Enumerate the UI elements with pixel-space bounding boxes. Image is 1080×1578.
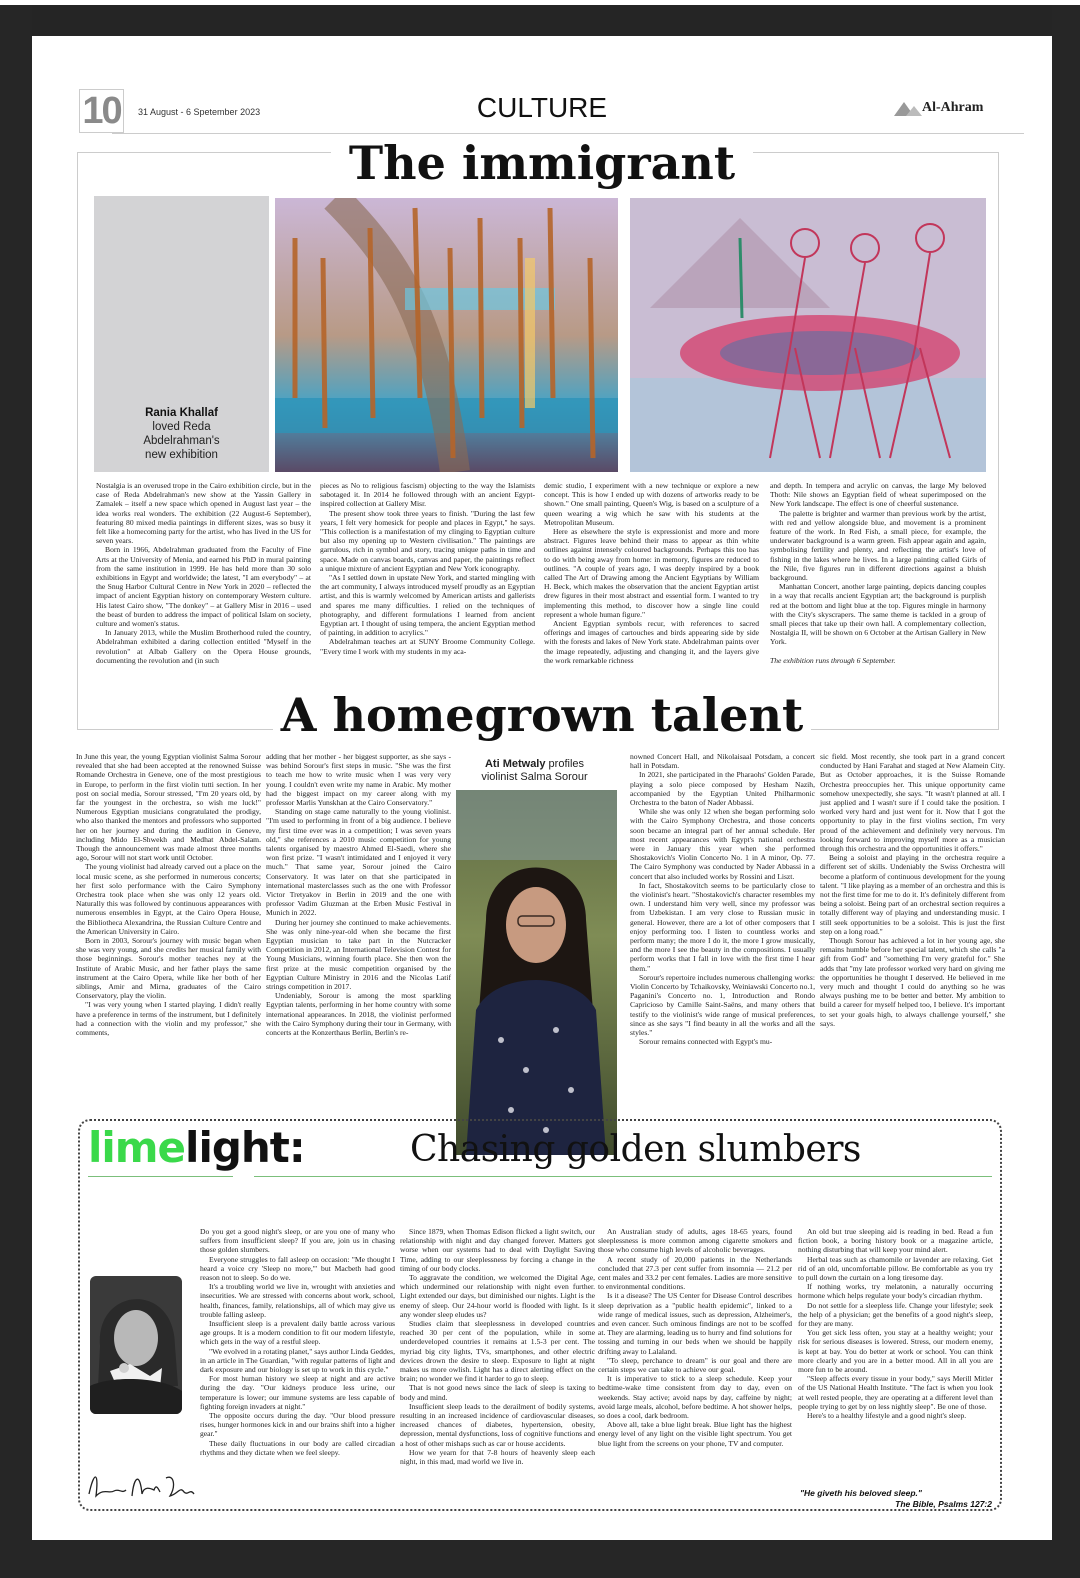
limelight-rule-left (88, 1176, 233, 1177)
figures-fish-painting-image (630, 198, 986, 472)
paragraph: sic field. Most recently, she took part in a grand concert conducted by Hani Farahat and staged at New Alamein City. But as October approaches, it is the Suisse Romande Orchestra preoccupies her. This unique opportunity came somehow unexpectedly, she says. "It wasn't planned at all. I just applied and I wasn't sure if I could take the position. I worked very hard and just went for it. Now that I got the opportunity to play in the first violins section, I'm very proud of the achievement and definitely very nervous. I'm looking forward to improving myself more as a musician through this orchestra and the opportunities it offers." (820, 752, 1005, 854)
header-divider (112, 133, 1024, 134)
paragraph: In fact, Shostakovitch seems to be particularly close to the violinist's heart. "Shostakovich's character resembles my own. I understand him very well, since my professor was from Uzbekistan. I am very close to Russian music in general. However, there are a lot of other composers that I enjoy performing too. I listen to countless works and perform many; the more I do it, the more I grow musically, and the more I see the beauty in the compositions. I usually perform works that I fall in love with the first time I hear them." (630, 880, 815, 973)
wheat-painting-svg (275, 198, 618, 472)
quote-text: "He giveth his beloved sleep." (800, 1488, 922, 1498)
talent-headline (32, 688, 1052, 742)
paragraph: The young violinist had already carved out a place on the local music scene, as she performed in numerous concerts; her first solo performance with the Cairo Symphony Orchestra took place when she was only 12 years old. Naturally this was followed by continuous appearances with numerous ensembles in Egypt, at the Cairo Opera House, the Bibliotheca Alexandrina, the Russian Culture Centre and the American University in Cairo. (76, 862, 261, 936)
paragraph: While she was only 12 when she began performing solo with the Cairo Symphony Orchestra, and those concerts soon became an integral part of her annual schedule. Her most recent appearances with Egypt's national orchestra were in January this year when she performed Shostakovich's Violin Concerto No. 1 in A minor, Op. 77. The Cairo Symphony was conducted by Nader Abbassi in a concert that also included works by Rossini and Liszt. (630, 807, 815, 881)
immigrant-headline (32, 136, 1052, 190)
talent-column-2 (266, 752, 451, 1037)
paragraph: Born in 1966, Abdelrahman graduated from the Faculty of Fine Arts at the University of Menia, and earned his PhD in mural painting from the same institution in 1999. He has held more than 30 solo exhibitions in Egypt and worldwide; the latest, "I am everybody" – at the Snug Harbor Cultural Centre in New York in 2020 – reflected the impact of ancient Egyptian history on contemporary Western culture. His latest Cairo show, "The donkey" – at Gallery Misr in 2016 – used the beast of burden to address the impact of political Islam on society, culture and women's status. (96, 545, 311, 629)
newspaper-page (32, 36, 1052, 1540)
paragraph: In 2021, she participated in the Pharaohs' Golden Parade, playing a solo piece composed by Hesham Nazih, accompanied by the Egyptian United Philharmonic Orchestra to the baton of Nader Abbassi. (630, 770, 815, 808)
paragraph: Here as elsewhere the style is expressionist and more and more abstract. Figures leave behind their mass to appear as thin white outlines against intensely coloured backgrounds. Perhaps this too has to do with being away from home: in memory, figures are reduced to outlines. "A couple of years ago, I was deeply inspired by a book called The Art of Drawing among the Ancient Egyptians by William H. Beck, which makes the observation that the ancient Egyptian artist drew figures in their most abstract and essential form. I wanted to try implementing this method, to discover how a single line could represent a whole human figure." (544, 527, 759, 619)
paragraph: Born in 2003, Sorour's journey with music began when she was very young, and she credits her musical family with those beginnings. Sorour's mother teaches ney at the Institute of Arabic Music, and her father plays the same instrument at the Cairo Opera, while like her both of her siblings, Amir and Mirna, graduates of the Cairo Conservatory, play the violin. (76, 936, 261, 1001)
paragraph: "To sleep, perchance to dream" is our goal and there are certain steps we can take to achieve our goal. (598, 1355, 792, 1375)
paragraph: Do you get a good night's sleep, or are you one of many who suffers from insufficient sleep? If you are, join us in chasing those golden slumbers. (200, 1227, 395, 1255)
paragraph: Everyone struggles to fall asleep on occasion: "Me thought I heard a voice cry 'Sleep no more,'" but Macbeth had good reason not to sleep. So do we. (200, 1254, 395, 1283)
paragraph: pieces as No to religious fascism) objecting to the way the Islamists sabotaged it. In 2014 he followed through with an ancient Egypt-inspired collection at Gallery Misr. (320, 481, 535, 509)
paragraph: The present show took three years to finish. "During the last few years, I felt very homesick for people and places in Egypt," he says. "This collection is a manifestation of my clinging to Egyptian culture but also my opening up to Western civilisation." The paintings are garrulous, rich in symbol and story, tracing unique paths in time and space. Made on canvas boards, canvas and paper, the paintings reflect a unique mixture of ancient Egyptian and New York iconography. (320, 508, 535, 573)
paragraph: How we yearn for that 7-8 hours of heavenly sleep each night, in this mad, mad world we live in. (400, 1447, 595, 1467)
paragraph: In January 2013, while the Muslim Brotherhood ruled the country, Abdelrahman exhibited a daring collection entitled "Myself in the revolution" at Albab Gallery on the Opera House grounds, documenting the revolution and (in such (96, 628, 311, 665)
immigrant-column-1 (96, 481, 311, 665)
talent-headline-text: A homegrown talent (273, 688, 811, 742)
limelight-column-2 (400, 1227, 595, 1466)
paragraph: Nostalgia is an overused trope in the Cairo exhibition circle, but in the case of Reda Abdelrahman's new show at the Yassin Gallery in Zamalek – itself a new space which opened in August last year – the idea works real wonders. The exhibition (22 August-6 September), featuring 80 mixed media paintings in different sizes, was so busy it felt like a homecoming party for the artist, who has lived in the US for seven years. (96, 481, 311, 546)
viewer-toolbar (32, 5, 1052, 35)
paragraph: An Australian study of adults, ages 18-65 years, found sleeplessness is more common among cigarette smokers and those who consume high levels of alcoholic beverages. (598, 1227, 792, 1255)
paragraph: Herbal teas such as chamomile or lavender are relaxing. Get rid of an old, uncomfortable pillow. Be comfortable as you try to pull down the curtain on a long tiresome day. (798, 1254, 993, 1283)
paragraph: Manhattan Concert, another large painting, depicts dancing couples in a way that recalls ancient Egyptian art; the background is purplish red at the bottom and light blue at the top. Figures mingle in harmony with the City's skyscrapers. The same theme is tackled in a group of small pieces that take up their own hall. A complementary collection, Nostalgia II, will be shown on 6 October at the Artisan Gallery in New York. (770, 582, 986, 647)
paragraph: "I was very young when I started playing. I didn't really have a preference in terms of the instrument, but I definitely had a connection with the violin and my professor," she comments, (76, 1000, 261, 1038)
paragraph: Sorour remains connected with Egypt's mu- (639, 1037, 773, 1047)
immigrant-byline (94, 406, 269, 462)
paragraph: and depth. In tempera and acrylic on canvas, the large My beloved Thoth: Nile shows an Egyptian field of wheat superimposed on the New York landscape. The effect is one of cheerful sustenance. (770, 481, 986, 509)
paragraph: Ancient Egyptian symbols recur, with references to sacred offerings and images of cartouches and birds appearing side by side with the forests and lakes of New York state. Abdelrahman paints over the image repeatedly, adjusting and changing it, and the layers give the work remarkable richness (544, 619, 759, 665)
limelight-column-4 (798, 1227, 993, 1420)
paragraph: Here's to a healthy lifestyle and a good night's sleep. (807, 1411, 967, 1421)
section-title: CULTURE (476, 92, 608, 123)
salma-sorour-photo (456, 790, 617, 1155)
exhibition-footnote: The exhibition runs through 6 September. (770, 655, 896, 665)
limelight-column-3 (598, 1227, 792, 1448)
paragraph: Undeniably, Sorour is among the most sparkling Egyptian talents, performing in her home country with some international appearances. In 2018, the violinist performed with the Cairo Symphony during their tour in Germany, with concerts at the Konzerthaus Berlin, Berlin's re- (266, 991, 451, 1038)
paragraph: Studies claim that sleeplessness in developed countries reached 30 per cent of the population, while in some underdeveloped countries it remains at 1.5-3 per cent. The myriad big city lights, TVs, smartphones, and other electric devices drown the desire to sleep. Exposure to light at night makes us more owlish. Light has a direct alerting effect on the brain; no wonder we find it harder to go to sleep. (400, 1319, 595, 1384)
paragraph: If nothing works, try melatonin, a naturally occurring hormone which helps regulate your body's circadian rhythm. (798, 1282, 993, 1301)
paragraph: A recent study of 20,000 patients in the Netherlands concluded that 27.3 per cent suffer from insomnia — 21.2 per cent males and 33.2 per cent females. Ladies are more sensitive to environmental conditions. (598, 1254, 792, 1292)
paragraph: The opposite occurs during the day. "Our blood pressure rises, hunger hormones kick in and our brains shift into a higher gear." (200, 1411, 395, 1439)
talent-column-1 (76, 752, 261, 1037)
paragraph: It's a troubling world we live in, wrought with anxieties and insecurities. We are stressed with concerns about work, school, health, finances, family, relationships, all of which may give us trouble falling asleep. (200, 1282, 395, 1319)
immigrant-column-4 (770, 481, 986, 665)
immigrant-column-2 (320, 481, 535, 656)
columnist-signature (84, 1466, 199, 1506)
talent-column-3 (630, 752, 815, 1047)
paragraph: That is not good news since the lack of sleep is taxing to body and mind. (400, 1383, 595, 1402)
paragraph: Standing on stage came naturally to the young violinist. "I'm used to performing in front of a big audience. I believe my first time ever was in a competition; I was seven years old," she references a 2010 music competition for young talents organised by maestro Ahmed El-Saedi, where she won first prize. "I wasn't intimidated and I enjoyed it very much." That same year, Sorour joined the Cairo Conservatory. It was later on that she participated in international masterclasses such as the one with Professor Victor Tretyakov in Berlin in 2019 and the one with professor Vadim Gluzman at the Erben Music Festival in Munich in 2022. (266, 807, 451, 918)
byline-author: Ati Metwaly (484, 758, 546, 770)
byline-description: loved Reda Abdelrahman's new exhibition (143, 421, 220, 461)
paragraph: adding that her mother - her biggest supporter, as she says - was behind Sorour's first steps in music. "She was the first to teach me how to write music when I was very very young. I couldn't even write my name in Arabic. My mother had the biggest impact on my career along with my professor Marlis Yunskhan at the Cairo Conservatory." (266, 752, 451, 808)
signature-svg (84, 1466, 199, 1506)
viewer-bottom-area (0, 1540, 1080, 1578)
limelight-rule-right (254, 1176, 992, 1177)
paragraph: demic studio, I experiment with a new technique or explore a new concept. This is how I ended up with dozens of artworks ready to be shown." One small painting, Queen's Wig, is based on a sculpture of a queen wearing a wig which he saw with his students at the Metropolitan Museum. (544, 481, 759, 527)
paragraph: You get sick less often, you stay at a healthy weight; your risk for serious diseases is lowered. Stress, our modern enemy, is kept at bay. You do better at work or school. You can think more clearly and you are in a better mood. All in all you are more fun to be around. (798, 1328, 993, 1375)
byline-subject: violinist Salma Sorour (481, 771, 588, 783)
page-number: 10 (79, 89, 124, 133)
paragraph: The palette is brighter and warmer than previous work by the artist, with red and yellow alongside blue, and movement is a prominent feature of the work. In Red Fish, a small piece, for example, the underwater background is a warm green. Fish appear again and again, symbolising fertility and plenty, and reflecting the artist's love of fishing in the lakes where he lives. In a large painting called Girls of the Nile, five figures run in different directions against a bluish background. (770, 508, 986, 583)
paragraph: In June this year, the young Egyptian violinist Salma Sorour revealed that she had been accepted at the renowned Suisse Romande Orchestra in Geneve, one of the most prestigious in Europe, to perform in the first violin tutti section. In her post on social media, Sorour stressed, "I'm 20 years old, by far the youngest in the orchestra, so wish me luck!" Numerous Egyptian musicians congratulated the prodigy, who also thanked the mentors and professors who supported her on her journey and during the audition in Geneve, including Mido El-Shwekh and Medhat Abdel-Salam. Though the announcement was made almost three months ago, Sorour will not start work until October. (76, 752, 261, 863)
al-ahram-logo (894, 98, 999, 120)
limelight-label-black: light: (185, 1123, 305, 1172)
paragraph: Is it a disease? The US Center for Disease Control describes sleep deprivation as a "public health epidemic", linked to a wide range of medical issues, such as depression, Alzheimer's, and even cancer. Such ominous findings are not to be scoffed at. They are alarming, leading us to hurry and find solutions for tossing and turning in our beds when we should be happily drifting away to Lalaland. (598, 1291, 792, 1356)
paragraph: Sorour's repertoire includes numerous challenging works: Violin Concerto by Tchaikovsky, Weiniawski Concerto no.1, Paganini's Concerto no. 1, Introduction and Rondo Capricioso by Camille Saint-Saëns, and many others that testify to the violinist's wide range of musical preferences, since as she says "I find beauty in all the works and all the styles." (630, 972, 815, 1038)
byline-author: Rania Khallaf (145, 407, 218, 419)
issue-date: 31 August - 6 Spetember 2023 (138, 107, 261, 117)
paragraph: To aggravate the condition, we welcomed the Digital Age, which undermined our relationship with night even further. Light extended our days, but diminished our nights. Light is the enemy of sleep. Our 24-hour world is flooded with light. Is it any wonder sleep eludes us? (400, 1273, 595, 1319)
paragraph: Above all, take a blue light break. Blue light has the highest energy level of any light on the visible light spectrum. You get blue light from the screens on your phone, TV and computer. (598, 1420, 792, 1448)
quote-source: The Bible, Psalms 127:2 (895, 1499, 992, 1509)
portrait-photo-svg (456, 790, 617, 1155)
paragraph: For most human history we sleep at night and are active during the day. "Our kidneys produce less urine, our temperature is lower; our immune systems are less capable of fighting foreign invaders at night." (200, 1374, 395, 1411)
paragraph: Do not settle for a sleepless life. Change your lifestyle; seek the help of a physician; get the benefits of a good night's sleep, for they are many. (798, 1300, 993, 1329)
paragraph: An old but true sleeping aid is reading in bed. Read a fun fiction book, a boring history book or a magazine article, nothing disturbing that will keep your mind alert. (798, 1227, 993, 1255)
byline-verb: profiles (548, 758, 585, 770)
talent-byline (442, 758, 627, 784)
paragraph: "We evolved in a rotating planet," says author Linda Geddes, in an article in The Guardian, "with regular patterns of light and dark exposure and our biology is set up to work in this cycle." (200, 1346, 395, 1375)
figures-painting-svg (630, 198, 986, 472)
bible-quote (800, 1488, 992, 1510)
paragraph: Insufficient sleep is a prevalent daily battle across various age groups. It is a modern condition to fit our modern lifestyle, which gets in the way of a restful sleep. (200, 1319, 395, 1347)
paragraph: Insufficient sleep leads to the derailment of bodily systems, resulting in an increased incidence of cardiovascular diseases, increased chances of diabetes, hypertension, obesity, depression, mental dysfunctions, loss of cognitive functions and a host of other mishaps such as car or house accidents. (400, 1401, 595, 1448)
paragraph: Though Sorour has achieved a lot in her young age, she remains humble before her special talent, which she calls "a gift from God" and "something I'm very grateful for." She adds that "my late professor worked very hard on giving me the opportunities he thought I deserved. He believed in me very much and thought I could do anything so he was always pushing me to be better and better. My ambition to build a career for myself helped too, I believe. It's important to set your goals high, to always challenge yourself," she says. (820, 936, 1005, 1028)
wheat-painting-image (275, 198, 618, 472)
paragraph: During her journey she continued to make achievements. She was only nine-year-old when she became the first Egyptian musician to take part in the Nutcracker Competition in 2012, an International Television Contest for Young Musicians, winning fourth place. She then won the first prize at the music competition organised by the Egyptian Culture Ministry in 2016 and the Nicolas Latif strings competition in 2017. (266, 917, 451, 992)
paragraph: Abdelrahman teaches art at SUNY Broome Community College. "Every time I work with my students in my aca- (320, 637, 535, 656)
paragraph: These daily fluctuations in our body are called circadian rhythms and they dictate when we feel sleepy. (200, 1438, 395, 1457)
paragraph: Since 1879, when Thomas Edison flicked a light switch, our relationship with night and day changed forever. Matters got worse when our systems had to deal with Daylight Saving Time, adding to our sleeplessness by forcing a change in the timing of our body clocks. (400, 1227, 595, 1273)
columnist-portrait-svg (90, 1276, 182, 1414)
limelight-column-1 (200, 1227, 395, 1457)
limelight-label-green: lime (88, 1123, 186, 1172)
paragraph: "As I settled down in upstate New York, and started mingling with the art community, I always introduced myself proudly as an Egyptian artist, and this is warmly welcomed by American artists and gallerists and spares me many difficulties. I relied on the techniques of photography, and different formulations I learned from ancient Egyptian art. I thought of using tempera, the ancient Egyptian method of painting, in addition to acrylics." (320, 573, 535, 638)
talent-column-4 (820, 752, 1005, 1028)
paragraph: nowned Concert Hall, and Nikolaisaal Potsdam, a concert hall in Potsdam. (630, 752, 815, 771)
logo-text: Al-Ahram (922, 100, 984, 115)
immigrant-column-3 (544, 481, 759, 665)
limelight-headline: Chasing golden slumbers (410, 1129, 861, 1170)
columnist-portrait (90, 1276, 182, 1414)
pyramid-icon-small (906, 106, 922, 116)
paragraph: "Sleep affects every tissue in your body," says Merill Mitler of the US National Health Institute. "The fact is when you look at well rested people, they are operating at a different level than people trying to get by on less nightly sleep". Be one of those. (798, 1374, 993, 1411)
immigrant-byline-box (94, 196, 269, 472)
paragraph: Being a soloist and playing in the orchestra require a different set of skills. Undeniably the Swiss Orchestra will become a platform of continuous development for the young talent. "I like playing as a member of an orchestra and this is not the first time for me to do it. It's definitely different from being a soloist. Being part of an orchestral section requires a totally different way of playing and understanding music. I still seek opportunities to be a soloist. This is just the first step on a long road." (820, 853, 1005, 936)
limelight-label (88, 1123, 305, 1172)
immigrant-headline-text: The immigrant (331, 136, 753, 190)
paragraph: It is imperative to stick to a sleep schedule. Keep your bedtime-wake time consistent from day to day, even on weekends. Stay active; avoid naps by day, caffeine by night; avoid large meals, alcohol, before bedtime. A hot shower helps, so does a cool, dark bedroom. (598, 1374, 792, 1421)
